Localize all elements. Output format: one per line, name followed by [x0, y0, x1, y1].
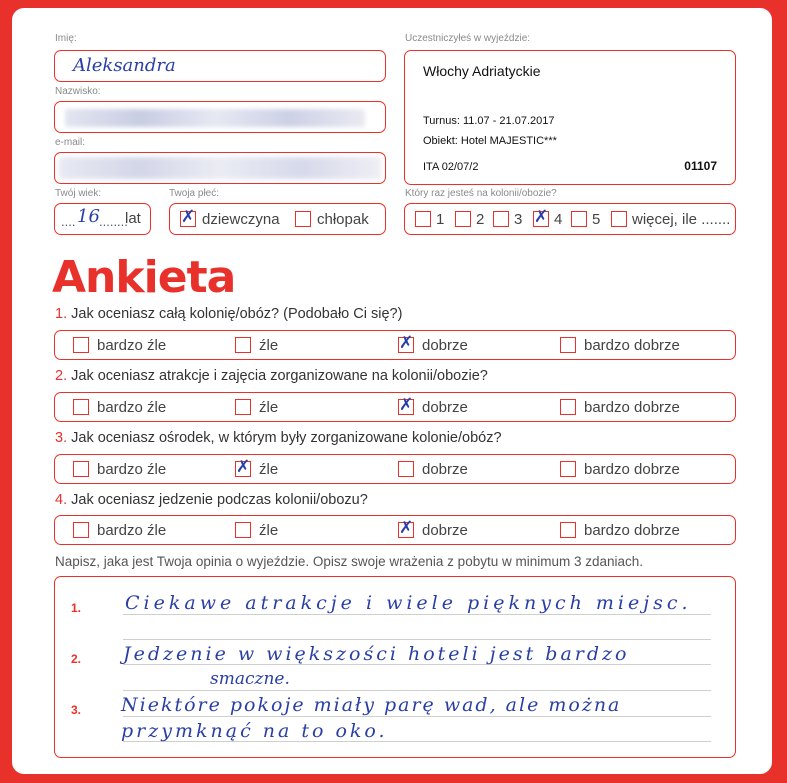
age-field[interactable]: [54, 203, 151, 235]
answer-option[interactable]: [235, 516, 278, 544]
checkbox[interactable]: [493, 211, 509, 227]
answer-option[interactable]: [560, 455, 680, 483]
times-option-label: 3: [514, 210, 523, 228]
question-number: 3.: [55, 430, 68, 446]
answer-label: źle: [259, 398, 279, 416]
answer-label: źle: [259, 460, 279, 478]
surname-field[interactable]: [54, 101, 386, 133]
question-4-options: [54, 515, 736, 545]
checkbox[interactable]: [560, 337, 576, 353]
checkbox-checked[interactable]: [398, 337, 414, 353]
checkbox-checked[interactable]: [533, 211, 549, 227]
checkbox-checked[interactable]: [398, 399, 414, 415]
times-option[interactable]: [571, 204, 600, 234]
answer-option[interactable]: [560, 516, 680, 544]
times-label: Który raz jesteś na kolonii/obozie?: [405, 188, 557, 199]
answer-option[interactable]: [73, 393, 166, 421]
answer-label: bardzo źle: [97, 460, 167, 478]
answer-option[interactable]: [398, 516, 468, 544]
checkbox[interactable]: [235, 522, 251, 538]
name-label: Imię:: [55, 33, 77, 44]
question-1-options: [54, 330, 736, 360]
question-text: Jak oceniasz całą kolonię/obóz? (Podobało Ci się?): [71, 306, 403, 322]
answer-option[interactable]: [560, 331, 680, 359]
times-option-label: 2: [476, 210, 485, 228]
survey-title: Ankieta: [52, 252, 236, 303]
gender-option-male[interactable]: [295, 204, 369, 234]
times-option[interactable]: [611, 204, 730, 234]
question-1-title: [55, 306, 402, 322]
ruled-line: [123, 716, 711, 717]
question-4-title: [55, 492, 368, 508]
answer-option[interactable]: [235, 331, 278, 359]
question-2-title: [55, 368, 488, 384]
times-option[interactable]: [533, 204, 562, 234]
trip-obiekt: Obiekt: Hotel MAJESTIC***: [423, 135, 557, 147]
trip-label: Uczestniczyłeś w wyjeździe:: [405, 33, 531, 44]
age-dots-after: ........: [99, 214, 128, 229]
times-option-label: więcej, ile .......: [632, 210, 731, 228]
times-option[interactable]: [493, 204, 522, 234]
checkbox[interactable]: [73, 337, 89, 353]
answer-label: bardzo dobrze: [584, 398, 680, 416]
checkbox[interactable]: [235, 337, 251, 353]
times-option-label: 5: [592, 210, 601, 228]
trip-code: ITA 02/07/2: [423, 161, 479, 173]
age-unit: lat: [125, 210, 141, 227]
answer-option[interactable]: [398, 331, 468, 359]
answer-label: bardzo źle: [97, 336, 167, 354]
survey-sheet: [12, 8, 772, 774]
opinion-line-1: Ciekawe atrakcje i wiele pięknych miejsc.: [125, 592, 692, 614]
opinion-line-3-cont: przymknąć na to oko.: [121, 720, 388, 742]
gender-option-female[interactable]: [180, 204, 280, 234]
answer-option[interactable]: [235, 455, 278, 483]
question-text: Jak oceniasz ośrodek, w którym były zorganizowane kolonie/obóz?: [71, 430, 502, 446]
answer-option[interactable]: [235, 393, 278, 421]
age-label: Twój wiek:: [55, 188, 102, 199]
checkbox[interactable]: [73, 522, 89, 538]
opinion-prompt: Napisz, jaka jest Twoja opinia o wyjeździe. Opisz swoje wrażenia z pobytu w minimum 3 zdaniach.: [55, 554, 644, 569]
surname-label: Nazwisko:: [55, 86, 101, 97]
trip-box: [404, 50, 736, 185]
checkbox[interactable]: [455, 211, 471, 227]
trip-number: 01107: [684, 159, 717, 173]
answer-label: bardzo dobrze: [584, 336, 680, 354]
question-number: 4.: [55, 492, 68, 508]
times-option[interactable]: [415, 204, 444, 234]
times-option-label: 1: [436, 210, 445, 228]
opinion-box[interactable]: [54, 576, 736, 758]
gender-field: [169, 203, 386, 235]
times-field: [404, 203, 736, 235]
checkbox[interactable]: [560, 522, 576, 538]
opinion-line-2: Jedzenie w większości hoteli jest bardzo: [123, 643, 630, 665]
checkbox[interactable]: [295, 211, 311, 227]
checkbox[interactable]: [571, 211, 587, 227]
name-field[interactable]: [54, 50, 386, 82]
opinion-line-number: 2.: [71, 652, 82, 666]
email-field[interactable]: [54, 152, 386, 184]
answer-label: bardzo dobrze: [584, 521, 680, 539]
trip-turnus: Turnus: 11.07 - 21.07.2017: [423, 115, 555, 127]
checkbox[interactable]: [73, 399, 89, 415]
email-redacted: [59, 157, 381, 179]
question-number: 1.: [55, 306, 68, 322]
answer-label: dobrze: [422, 521, 468, 539]
checkbox[interactable]: [560, 399, 576, 415]
answer-label: dobrze: [422, 336, 468, 354]
answer-option[interactable]: [73, 516, 166, 544]
answer-option[interactable]: [560, 393, 680, 421]
checkbox[interactable]: [611, 211, 627, 227]
checkbox[interactable]: [415, 211, 431, 227]
gender-option-label: chłopak: [317, 210, 369, 228]
name-value: Aleksandra: [73, 55, 176, 76]
checkbox-checked[interactable]: [180, 211, 196, 227]
checkbox[interactable]: [73, 461, 89, 477]
opinion-line-2-cont: smaczne.: [210, 669, 290, 689]
checkbox[interactable]: [235, 399, 251, 415]
answer-label: bardzo źle: [97, 521, 167, 539]
times-option[interactable]: [455, 204, 484, 234]
checkbox-checked[interactable]: [398, 522, 414, 538]
answer-option[interactable]: [73, 331, 166, 359]
question-number: 2.: [55, 368, 68, 384]
times-option-label: 4: [554, 210, 563, 228]
opinion-line-number: 1.: [71, 601, 82, 615]
question-text: Jak oceniasz atrakcje i zajęcia zorganizowane na kolonii/obozie?: [71, 368, 488, 384]
surname-redacted: [65, 109, 365, 127]
question-text: Jak oceniasz jedzenie podczas kolonii/obozu?: [71, 492, 368, 508]
answer-label: źle: [259, 521, 279, 539]
checkbox-checked[interactable]: [235, 461, 251, 477]
answer-label: dobrze: [422, 398, 468, 416]
question-3-title: [55, 430, 502, 446]
question-2-options: [54, 392, 736, 422]
gender-label: Twoja płeć:: [169, 188, 220, 199]
age-value: 16: [77, 206, 100, 227]
ruled-line: [123, 614, 711, 615]
trip-title: Włochy Adriatyckie: [423, 63, 541, 79]
ruled-line: [123, 690, 711, 691]
answer-label: bardzo źle: [97, 398, 167, 416]
answer-label: dobrze: [422, 460, 468, 478]
gender-option-label: dziewczyna: [202, 210, 280, 228]
opinion-line-3: Niektóre pokoje miały parę wad, ale można: [121, 694, 622, 716]
answer-option[interactable]: [73, 455, 166, 483]
answer-option[interactable]: [398, 393, 468, 421]
answer-option[interactable]: [398, 455, 468, 483]
checkbox[interactable]: [398, 461, 414, 477]
answer-label: źle: [259, 336, 279, 354]
question-3-options: [54, 454, 736, 484]
answer-label: bardzo dobrze: [584, 460, 680, 478]
ruled-line: [123, 639, 711, 640]
opinion-line-number: 3.: [71, 703, 82, 717]
email-label: e-mail:: [55, 137, 86, 148]
age-dots-before: ....: [61, 214, 76, 229]
checkbox[interactable]: [560, 461, 576, 477]
